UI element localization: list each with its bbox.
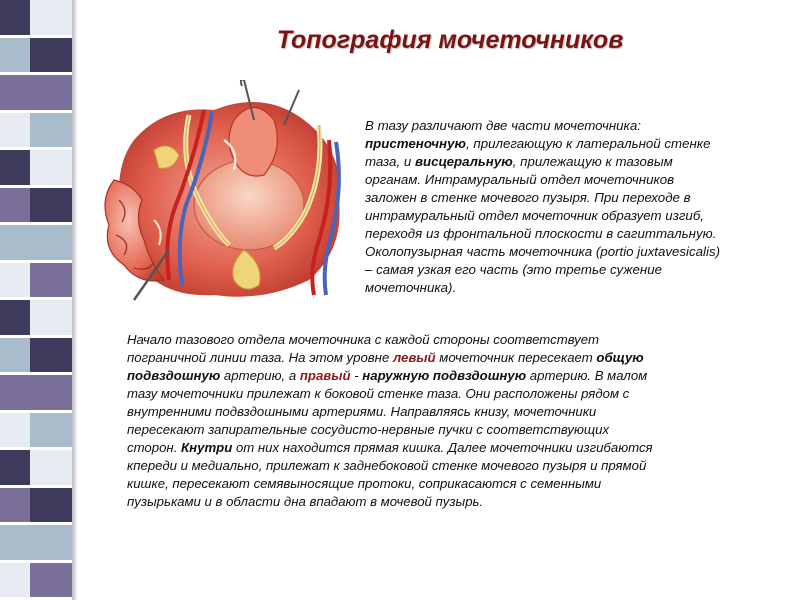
text-line: пузырьками и в области дна впадают в мочевой пузырь. (127, 494, 484, 509)
term-common: общую (596, 350, 644, 365)
stripe-band-accent (30, 338, 72, 373)
paragraph-pelvic-course (127, 331, 653, 511)
text-line: органам. Интрамуральный отдел мочеточников (365, 172, 675, 187)
text-line: интрамуральный отдел мочеточник образует изгиб, (365, 208, 704, 223)
text-line: переходя из фронтальной плоскости в сагиттальную. (365, 226, 717, 241)
stripe-band-accent (30, 113, 72, 148)
stripe-band-accent (30, 300, 72, 335)
text-line: - (350, 368, 363, 383)
stripe-band (0, 413, 72, 448)
stripe-band (0, 38, 72, 73)
term-visceral: висцеральную (414, 154, 513, 169)
stripe-band (0, 563, 72, 598)
stripe-band (0, 150, 72, 185)
text-line: – самая узкая его часть (это третье сужение (365, 262, 662, 277)
stripe-band-accent (30, 150, 72, 185)
text-line: заложен в стенке мочевого пузыря. При переходе в (365, 190, 691, 205)
stripe-band-accent (30, 450, 72, 485)
text-line: артерию. В малом (526, 368, 648, 383)
text-line: артерию, а (220, 368, 300, 383)
stripe-band (0, 525, 72, 560)
text-line: сторон. (127, 440, 182, 455)
term-left-highlight: левый (392, 350, 436, 365)
text-line: мочеточника). (365, 280, 457, 295)
stripe-band-accent (30, 225, 72, 260)
stripe-band (0, 338, 72, 373)
text-line: мочеточник пересекает (435, 350, 597, 365)
stripe-band-accent (30, 525, 72, 560)
page-title: Топография мочеточников (276, 26, 624, 54)
text-line: кишке, пересекают семявыносящие протоки, соприкасаются с семенными (127, 476, 602, 491)
decorative-stripe-bar (0, 0, 72, 600)
stripe-band-accent (30, 188, 72, 223)
stripe-band (0, 263, 72, 298)
stripe-band (0, 450, 72, 485)
pelvis-ureter-anatomy-illustration (94, 80, 364, 305)
stripe-band (0, 375, 72, 410)
text-line: Околопузырная часть мочеточника (portio juxtavesicalis) (365, 244, 721, 259)
term-medially: Кнутри (181, 440, 233, 455)
stripe-band (0, 113, 72, 148)
stripe-band (0, 75, 72, 110)
text-line: , прилегающую к латеральной стенке (465, 136, 711, 151)
text-line: внутренними подвздошными артериями. Направляясь книзу, мочеточники (127, 404, 597, 419)
term-external-iliac: наружную подвздошную (362, 368, 527, 383)
text-line: , прилежащую к тазовым (512, 154, 673, 169)
stripe-band (0, 188, 72, 223)
text-line: от них находится прямая кишка. Далее мочеточники изгибаются (232, 440, 653, 455)
stripe-band-accent (30, 75, 72, 110)
text-line: таза, и (365, 154, 415, 169)
stripe-band-accent (30, 375, 72, 410)
term-parietal: пристеночную (365, 136, 466, 151)
stripe-band-accent (30, 38, 72, 73)
text-line: тазу мочеточники прилежат к боковой стенке таза. Они расположены рядом с (127, 386, 630, 401)
stripe-band (0, 300, 72, 335)
text-line: пограничной линии таза. На этом уровне (127, 350, 393, 365)
text-line: пересекают запирательные сосудисто-нервные пучки с соответствующих (127, 422, 610, 437)
stripe-band (0, 0, 72, 35)
stripe-band (0, 225, 72, 260)
stripe-bar-shadow (72, 0, 78, 600)
stripe-band-accent (30, 413, 72, 448)
text-line: В тазу различают две части мочеточника: (365, 118, 641, 133)
paragraph-ureter-parts (365, 117, 720, 297)
stripe-band-accent (30, 563, 72, 598)
text-line: Начало тазового отдела мочеточника с каждой стороны соответствует (127, 332, 599, 347)
stripe-band-accent (30, 0, 72, 35)
term-right-highlight: правый (299, 368, 351, 383)
term-iliac: подвздошную (127, 368, 221, 383)
stripe-band-accent (30, 263, 72, 298)
stripe-band-accent (30, 488, 72, 523)
text-line: кпереди и медиально, прилежат к заднебоковой стенке мочевого пузыря и прямой (127, 458, 647, 473)
stripe-band (0, 488, 72, 523)
